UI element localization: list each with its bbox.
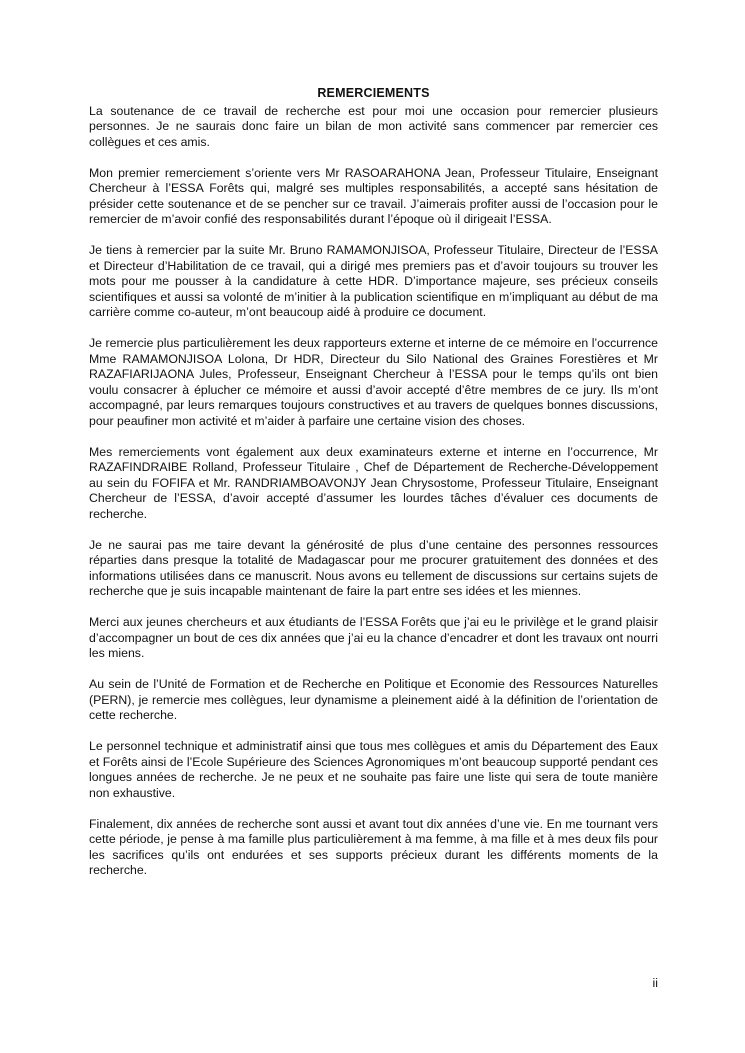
paragraph: Je remercie plus particulièrement les deux rapporteurs externe et interne de ce mémoire en l’occurrence Mme RAMAMONJISOA Lolona, Dr HDR, Directeur du Silo National des Graines Forestières et Mr RAZAFIARIJAONA Jules, Professeur, Enseignant Chercheur à l’ESSA pour le temps qu’ils ont bien voulu consacrer à éplucher ce mémoire et aussi d’avoir accepté d’être membres de ce jury. Ils m’ont accompagné, par leurs remarques toujours constructives et au travers de quelques bonnes discussions, pour peaufiner mon activité et m’aider à parfaire une certaine vision des choses. [89,336,658,428]
page-number: ii [652,975,658,990]
paragraph: Je tiens à remercier par la suite Mr. Bruno RAMAMONJISOA, Professeur Titulaire, Directeur de l’ESSA et Directeur d’Habilitation de ce travail, qui a dirigé mes premiers pas et d’avoir toujours su trouver les mots pour me pousser à la candidature à cette HDR. D’importance majeure, ses précieux conseils scientifiques et aussi sa volonté de m’initier à la publication scientifique en m’impliquant au début de ma carrière comme co-auteur, m’ont beaucoup aidé à produire ce document. [89,243,658,319]
paragraph: Le personnel technique et administratif ainsi que tous mes collègues et amis du Département des Eaux et Forêts ainsi de l’Ecole Supérieure des Sciences Agronomiques m’ont beaucoup supporté pendant ces longues années de recherche. Je ne peux et ne souhaite pas faire une liste qui sera de toute manière non exhaustive. [89,739,658,800]
paragraph: Au sein de l’Unité de Formation et de Recherche en Politique et Economie des Ressources Naturelles (PERN), je remercie mes collègues, leur dynamisme a pleinement aidé à la définition de l’orientation de cette recherche. [89,677,658,722]
paragraph: Je ne saurai pas me taire devant la générosité de plus d’une centaine des personnes ressources réparties dans presque la totalité de Madagascar pour me procurer gratuitement des données et des informations utilisées dans ce manuscrit. Nous avons eu tellement de discussions sur certains sujets de recherche que je suis incapable maintenant de faire la part entre ses idées et les miennes. [89,537,658,598]
paragraph: Mon premier remerciement s’oriente vers Mr RASOARAHONA Jean, Professeur Titulaire, Enseignant Chercheur à l’ESSA Forêts qui, malgré ses multiples responsabilités, a accepté sans hésitation de présider cette soutenance et de se pencher sur ce travail. J’aimerais profiter aussi de l’occasion pour le remercier de m’avoir confié des responsabilités durant l’époque où il dirigeait l’ESSA. [89,165,658,226]
page-title: REMERCIEMENTS [317,86,430,100]
paragraph: Finalement, dix années de recherche sont aussi et avant tout dix années d’une vie. En me tournant vers cette période, je pense à ma famille plus particulièrement à ma femme, à ma fille et à mes deux fils pour les sacrifices qu’ils ont endurées et ses supports précieux durant les différents moments de la recherche. [89,816,658,877]
paragraph: La soutenance de ce travail de recherche est pour moi une occasion pour remercier plusieurs personnes. Je ne saurais donc faire un bilan de mon activité sans commencer par remercier ces collègues et ces amis. [89,103,658,149]
paragraph: Mes remerciements vont également aux deux examinateurs externe et interne en l’occurrence, Mr RAZAFINDRAIBE Rolland, Professeur Titulaire , Chef de Département de Recherche-Développement au sein du FOFIFA et Mr. RANDRIAMBOAVONJY Jean Chrysostome, Professeur Titulaire, Enseignant Chercheur de l’ESSA, d’avoir accepté d’assumer les lourdes tâches d’évaluer ces documents de recherche. [89,444,658,521]
paragraph: Merci aux jeunes chercheurs et aux étudiants de l’ESSA Forêts que j’ai eu le privilège et le grand plaisir d’accompagner un bout de ces dix années que j’ai eu la chance d’encadrer et dont les travaux ont nourri les miens. [89,615,658,660]
